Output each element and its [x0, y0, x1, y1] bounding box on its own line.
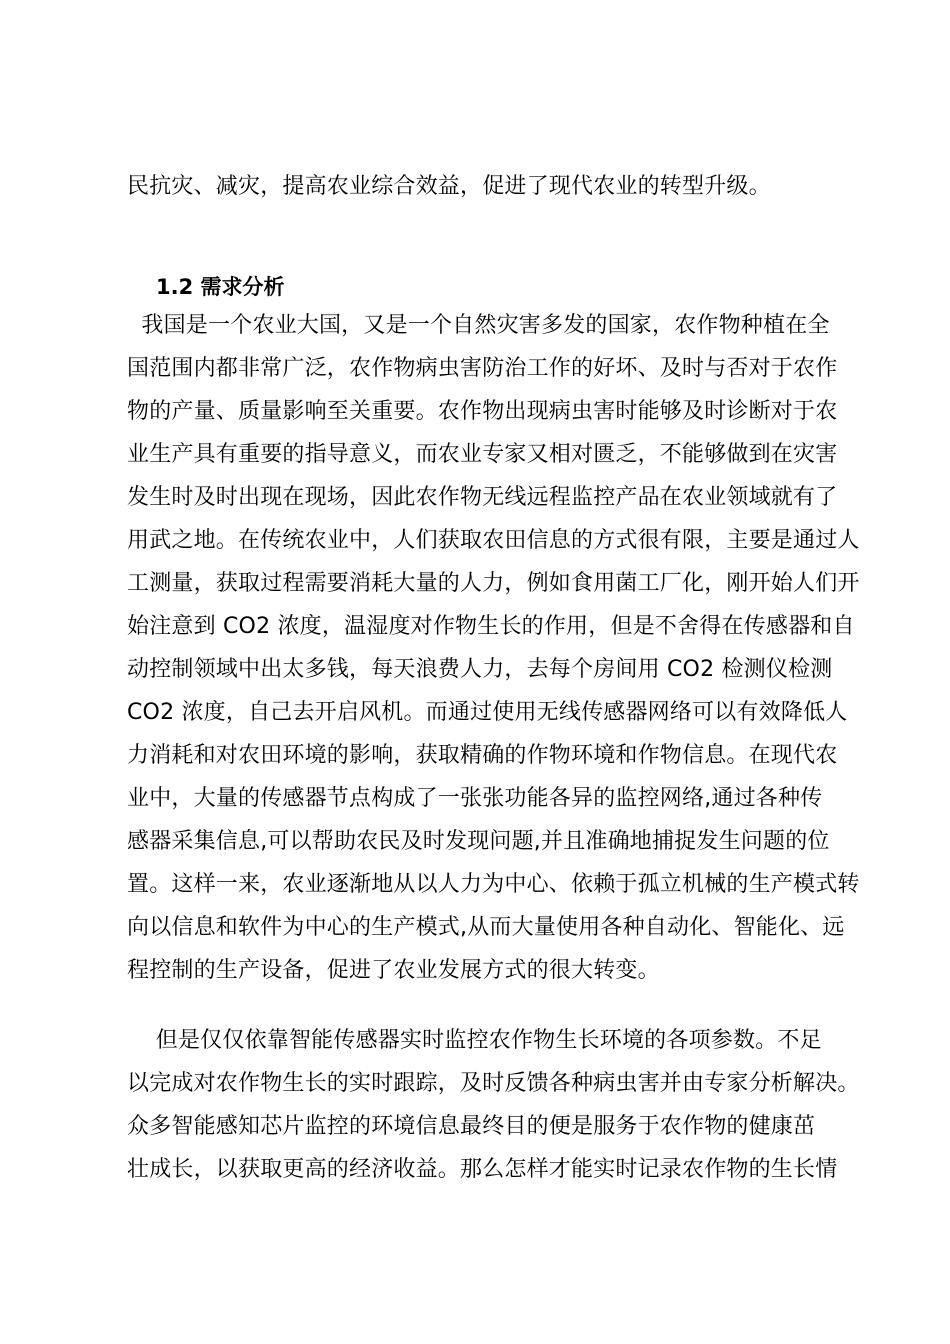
paragraph-line: 以完成对农作物生长的实时跟踪，及时反馈各种病虫害并由专家分析解决。 — [127, 1071, 860, 1096]
paragraph-line: 力消耗和对农田环境的影响，获取精确的作物环境和作物信息。在现代农 — [127, 743, 838, 768]
intro-line: 民抗灾、减灾，提高农业综合效益，促进了现代农业的转型升级。 — [127, 174, 771, 199]
paragraph-line: 我国是一个农业大国，又是一个自然灾害多发的国家，农作物种植在全 — [127, 313, 830, 338]
paragraph-line: 但是仅仅依靠智能传感器实时监控农作物生长环境的各项参数。不足 — [127, 1028, 822, 1053]
paragraph-line: 动控制领域中出太多钱，每天浪费人力，去每个房间用 CO2 检测仪检测 — [127, 657, 833, 682]
paragraph-line: 感器采集信息,可以帮助农民及时发现问题,并且准确地捕捉发生问题的位 — [127, 829, 830, 854]
paragraph-line: 始注意到 CO2 浓度，温湿度对作物生长的作用，但是不舍得在传感器和自 — [127, 614, 855, 639]
paragraph-line: 用武之地。在传统农业中，人们获取农田信息的方式很有限，主要是通过人 — [127, 528, 860, 553]
paragraph-line: 业中，大量的传感器节点构成了一张张功能各异的监控网络,通过各种传 — [127, 786, 823, 811]
paragraph-line: CO2 浓度，自己去开启风机。而通过使用无线传感器网络可以有效降低人 — [127, 700, 848, 725]
paragraph-line: 众多智能感知芯片监控的环境信息最终目的便是服务于农作物的健康茁 — [127, 1114, 816, 1139]
section-heading: 1.2 需求分析 — [156, 275, 285, 299]
paragraph-line: 物的产量、质量影响至关重要。农作物出现病虫害时能够及时诊断对于农 — [127, 399, 838, 424]
paragraph-line: 向以信息和软件为中心的生产模式,从而大量使用各种自动化、智能化、远 — [127, 915, 845, 940]
paragraph-line: 程控制的生产设备，促进了农业发展方式的很大转变。 — [127, 958, 660, 983]
paragraph-line: 国范围内都非常广泛，农作物病虫害防治工作的好坏、及时与否对于农作 — [127, 356, 838, 381]
paragraph-line: 置。这样一来，农业逐渐地从以人力为中心、依赖于孤立机械的生产模式转 — [127, 872, 860, 897]
paragraph-line: 业生产具有重要的指导意义，而农业专家又相对匮乏，不能够做到在灾害 — [127, 442, 838, 467]
paragraph-line: 工测量，获取过程需要消耗大量的人力，例如食用菌工厂化，刚开始人们开 — [127, 571, 860, 596]
paragraph-line: 发生时及时出现在现场，因此农作物无线远程监控产品在农业领域就有了 — [127, 485, 838, 510]
paragraph-line: 壮成长，以获取更高的经济收益。那么怎样才能实时记录农作物的生长情 — [127, 1157, 838, 1182]
